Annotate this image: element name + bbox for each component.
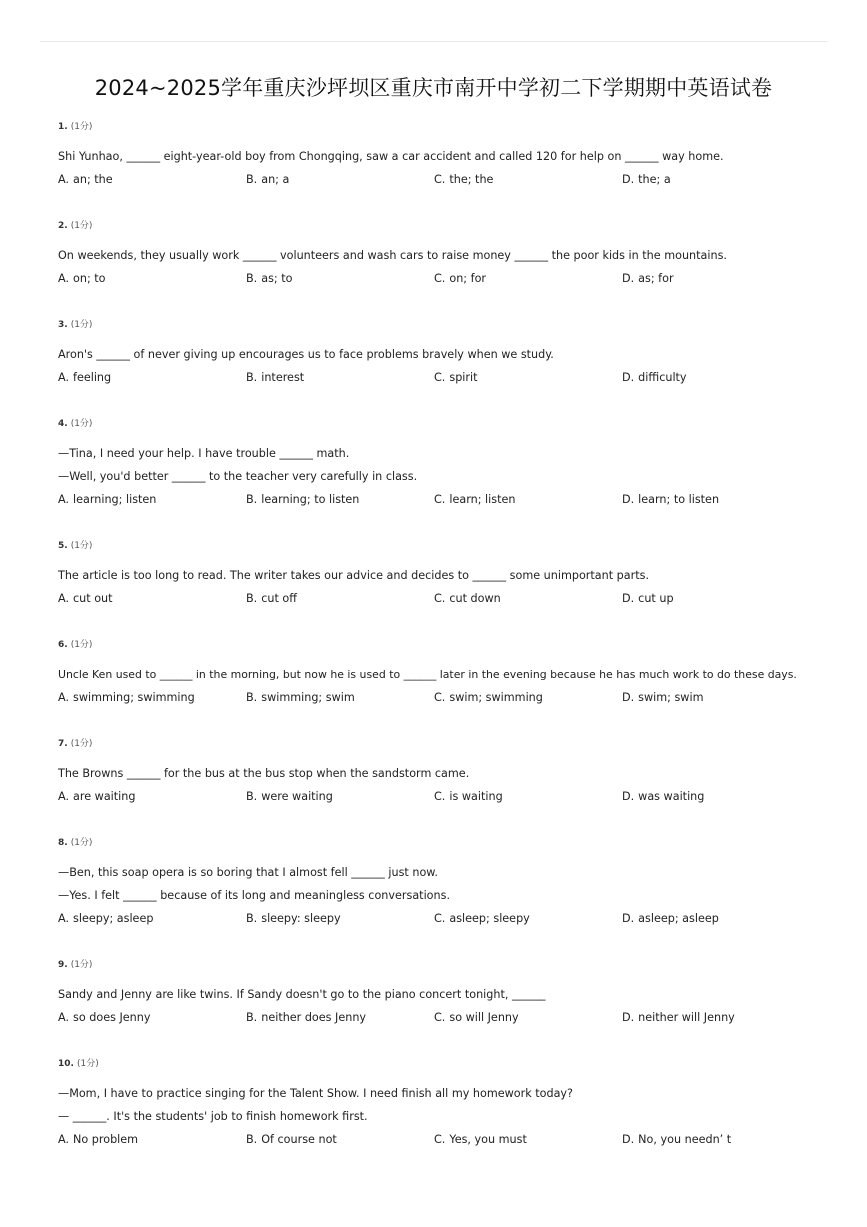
question-text: The article is too long to read. The writer takes our advice and decides to ______ some unimportant parts.: [58, 569, 650, 582]
page-title: 2024~2025学年重庆沙坪坝区重庆市南开中学初二下学期期中英语试卷: [94, 76, 773, 100]
question-header: [58, 216, 828, 236]
option-a[interactable]: A. so does Jenny: [58, 1011, 151, 1024]
question-7: [58, 734, 828, 833]
question-score: (1分): [70, 640, 93, 650]
question-score: (1分): [70, 320, 93, 330]
option-a[interactable]: A. are waiting: [58, 790, 136, 803]
option-a[interactable]: A. cut out: [58, 592, 113, 605]
question-stem: [58, 983, 828, 1006]
option-list: [58, 907, 828, 930]
question-header: [58, 955, 828, 975]
question-list: [58, 117, 828, 1176]
question-text: —Yes. I felt ______ because of its long and meaningless conversations.: [58, 889, 450, 902]
option-a[interactable]: A. learning; listen: [58, 493, 157, 506]
option-b[interactable]: B. Of course not: [246, 1133, 337, 1146]
question-stem: [58, 663, 828, 686]
question-score: (1分): [76, 1059, 99, 1069]
question-stem: [58, 244, 828, 267]
question-number: 9.: [58, 960, 68, 970]
option-b[interactable]: B. interest: [246, 371, 305, 384]
question-text: —Mom, I have to practice singing for the Talent Show. I need finish all my homework today?: [58, 1087, 573, 1100]
option-b[interactable]: B. sleepy: sleepy: [246, 912, 341, 925]
option-c[interactable]: C. cut down: [434, 592, 501, 605]
question-score: (1分): [70, 221, 93, 231]
option-c[interactable]: C. Yes, you must: [434, 1133, 527, 1146]
question-stem: [58, 442, 828, 488]
option-list: [58, 488, 828, 511]
option-d[interactable]: D. asleep; asleep: [622, 912, 719, 925]
option-c[interactable]: C. spirit: [434, 371, 478, 384]
option-list: [58, 1128, 828, 1151]
question-stem: [58, 1082, 828, 1128]
option-d[interactable]: D. as; for: [622, 272, 674, 285]
option-a[interactable]: A. sleepy; asleep: [58, 912, 154, 925]
question-header: [58, 734, 828, 754]
question-header: [58, 536, 828, 556]
question-stem: [58, 762, 828, 785]
option-c[interactable]: C. is waiting: [434, 790, 503, 803]
option-b[interactable]: B. cut off: [246, 592, 297, 605]
option-c[interactable]: C. swim; swimming: [434, 691, 543, 704]
question-text: —Tina, I need your help. I have trouble ______ math.: [58, 447, 350, 460]
question-10: [58, 1054, 828, 1176]
question-text: The Browns ______ for the bus at the bus stop when the sandstorm came.: [58, 767, 470, 780]
question-header: [58, 833, 828, 853]
option-b[interactable]: B. swimming; swim: [246, 691, 355, 704]
question-text: —Well, you'd better ______ to the teacher very carefully in class.: [58, 470, 418, 483]
option-b[interactable]: B. were waiting: [246, 790, 333, 803]
question-text: —Ben, this soap opera is so boring that I almost fell ______ just now.: [58, 866, 438, 879]
option-list: [58, 1006, 828, 1029]
option-a[interactable]: A. feeling: [58, 371, 112, 384]
question-number: 5.: [58, 541, 68, 551]
question-3: [58, 315, 828, 414]
option-c[interactable]: C. on; for: [434, 272, 487, 285]
question-header: [58, 117, 828, 137]
question-header: [58, 1054, 828, 1074]
question-score: (1分): [70, 739, 93, 749]
question-header: [58, 635, 828, 655]
question-score: (1分): [70, 419, 93, 429]
question-text: — ______. It's the students' job to finish homework first.: [58, 1110, 368, 1123]
question-text: Sandy and Jenny are like twins. If Sandy doesn't go to the piano concert tonight, ______: [58, 988, 546, 1001]
question-8: [58, 833, 828, 955]
question-1: [58, 117, 828, 216]
option-a[interactable]: A. No problem: [58, 1133, 139, 1146]
option-c[interactable]: C. the; the: [434, 173, 494, 186]
option-b[interactable]: B. as; to: [246, 272, 293, 285]
option-d[interactable]: D. was waiting: [622, 790, 705, 803]
question-score: (1分): [70, 960, 93, 970]
option-list: [58, 587, 828, 610]
question-number: 6.: [58, 640, 68, 650]
question-header: [58, 414, 828, 434]
question-4: [58, 414, 828, 536]
question-text: Uncle Ken used to ______ in the morning, but now he is used to ______ later in the evening because he has much work to do these days.: [58, 668, 797, 681]
option-b[interactable]: B. neither does Jenny: [246, 1011, 367, 1024]
option-a[interactable]: A. swimming; swimming: [58, 691, 195, 704]
header-divider: [40, 41, 827, 42]
option-c[interactable]: C. so will Jenny: [434, 1011, 519, 1024]
option-d[interactable]: D. learn; to listen: [622, 493, 720, 506]
question-stem: [58, 343, 828, 366]
question-number: 4.: [58, 419, 68, 429]
question-stem: [58, 861, 828, 907]
question-number: 2.: [58, 221, 68, 231]
option-a[interactable]: A. an; the: [58, 173, 113, 186]
option-d[interactable]: D. No, you needn’ t: [622, 1133, 732, 1146]
question-header: [58, 315, 828, 335]
option-d[interactable]: D. cut up: [622, 592, 674, 605]
option-d[interactable]: D. the; a: [622, 173, 671, 186]
question-text: Shi Yunhao, ______ eight-year-old boy from Chongqing, saw a car accident and called 120 for help on ______ way home.: [58, 150, 724, 163]
question-6: [58, 635, 828, 734]
question-text: Aron's ______ of never giving up encourages us to face problems bravely when we study.: [58, 348, 554, 361]
option-list: [58, 267, 828, 290]
question-score: (1分): [70, 838, 93, 848]
question-score: (1分): [70, 122, 93, 132]
option-c[interactable]: C. learn; listen: [434, 493, 516, 506]
option-d[interactable]: D. swim; swim: [622, 691, 704, 704]
option-list: [58, 366, 828, 389]
question-9: [58, 955, 828, 1054]
option-c[interactable]: C. asleep; sleepy: [434, 912, 530, 925]
option-d[interactable]: D. neither will Jenny: [622, 1011, 735, 1024]
question-number: 1.: [58, 122, 68, 132]
question-stem: [58, 564, 828, 587]
question-number: 3.: [58, 320, 68, 330]
question-stem: [58, 145, 828, 168]
question-number: 10.: [58, 1059, 74, 1069]
question-score: (1分): [70, 541, 93, 551]
option-b[interactable]: B. learning; to listen: [246, 493, 360, 506]
question-text: On weekends, they usually work ______ volunteers and wash cars to raise money ______ the poor kids in the mountains.: [58, 249, 727, 262]
option-list: [58, 785, 828, 808]
option-b[interactable]: B. an; a: [246, 173, 290, 186]
question-number: 8.: [58, 838, 68, 848]
option-list: [58, 686, 828, 709]
option-a[interactable]: A. on; to: [58, 272, 106, 285]
question-5: [58, 536, 828, 635]
question-number: 7.: [58, 739, 68, 749]
option-d[interactable]: D. difficulty: [622, 371, 687, 384]
question-2: [58, 216, 828, 315]
option-list: [58, 168, 828, 191]
